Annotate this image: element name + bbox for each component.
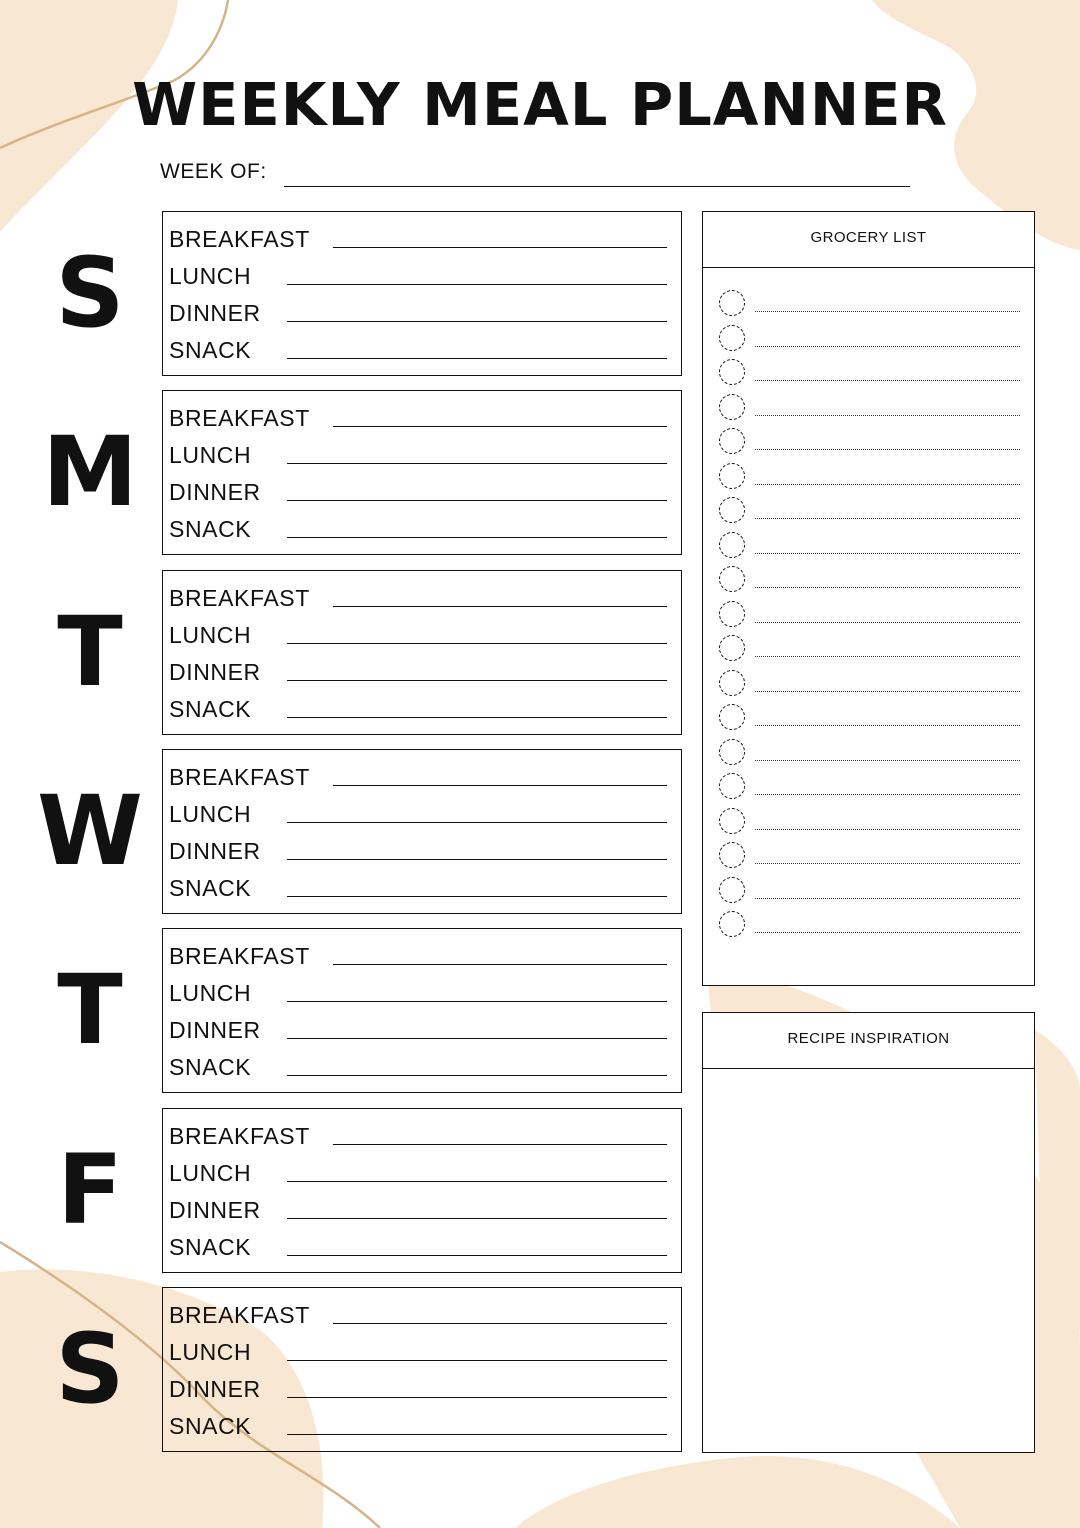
meal-row (169, 1300, 667, 1330)
grocery-item (717, 463, 1020, 493)
grocery-item (717, 704, 1020, 734)
meal-row (169, 1015, 667, 1045)
grocery-input-line[interactable] (755, 863, 1020, 864)
grocery-input-line[interactable] (755, 829, 1020, 830)
grocery-item (717, 739, 1020, 769)
day-letter: M (42, 416, 138, 528)
grocery-item (717, 808, 1020, 838)
meal-input-line[interactable] (287, 321, 667, 322)
grocery-input-line[interactable] (755, 311, 1020, 312)
meal-label: SNACK (169, 516, 252, 542)
grocery-input-line[interactable] (755, 794, 1020, 795)
grocery-list-title: GROCERY LIST (703, 212, 1034, 268)
grocery-checkbox[interactable] (719, 842, 745, 868)
meal-label: DINNER (169, 479, 261, 505)
meal-row (169, 261, 667, 291)
meal-input-line[interactable] (287, 284, 667, 285)
meal-row (169, 224, 667, 254)
meal-row (169, 836, 667, 866)
meal-label: BREAKFAST (169, 405, 310, 431)
meal-input-line[interactable] (287, 1001, 667, 1002)
grocery-input-line[interactable] (755, 622, 1020, 623)
meal-input-line[interactable] (287, 537, 667, 538)
grocery-input-line[interactable] (755, 760, 1020, 761)
meal-row (169, 657, 667, 687)
day-letter: F (57, 1134, 123, 1246)
grocery-input-line[interactable] (755, 449, 1020, 450)
meal-input-line[interactable] (287, 1218, 667, 1219)
meal-input-line[interactable] (287, 500, 667, 501)
day-letter: S (55, 1313, 125, 1425)
grocery-item (717, 842, 1020, 872)
day-meal-box (162, 749, 682, 914)
grocery-checkbox[interactable] (719, 566, 745, 592)
recipe-inspiration-title: RECIPE INSPIRATION (703, 1013, 1034, 1069)
meal-row (169, 1337, 667, 1367)
meal-input-line[interactable] (287, 1397, 667, 1398)
grocery-item (717, 428, 1020, 458)
meal-row (169, 477, 667, 507)
day-meal-box (162, 211, 682, 376)
meal-label: SNACK (169, 337, 252, 363)
meal-row (169, 583, 667, 613)
meal-row (169, 941, 667, 971)
meal-row (169, 620, 667, 650)
meal-label: DINNER (169, 659, 261, 685)
meal-input-line[interactable] (287, 717, 667, 718)
day-letter: S (55, 237, 125, 349)
bottom-center-blob (515, 1456, 960, 1528)
grocery-input-line[interactable] (755, 898, 1020, 899)
meal-label: SNACK (169, 875, 252, 901)
meal-label: DINNER (169, 1376, 261, 1402)
day-meal-box (162, 928, 682, 1093)
grocery-item (717, 497, 1020, 527)
meal-label: BREAKFAST (169, 226, 310, 252)
grocery-item (717, 394, 1020, 424)
day-letter: T (57, 954, 123, 1066)
grocery-checkbox[interactable] (719, 532, 745, 558)
grocery-checkbox[interactable] (719, 773, 745, 799)
grocery-item (717, 670, 1020, 700)
meal-label: BREAKFAST (169, 764, 310, 790)
meal-label: DINNER (169, 300, 261, 326)
meal-row (169, 1195, 667, 1225)
meal-row (169, 335, 667, 365)
meal-input-line[interactable] (333, 1144, 667, 1145)
meal-input-line[interactable] (287, 1075, 667, 1076)
recipe-notes-area[interactable] (703, 1069, 1034, 1452)
grocery-item (717, 601, 1020, 631)
meal-input-line[interactable] (287, 1360, 667, 1361)
grocery-item (717, 566, 1020, 596)
meal-input-line[interactable] (333, 606, 667, 607)
meal-row (169, 440, 667, 470)
meal-label: LUNCH (169, 622, 252, 648)
grocery-input-line[interactable] (755, 656, 1020, 657)
grocery-input-line[interactable] (755, 415, 1020, 416)
meal-row (169, 799, 667, 829)
meal-row (169, 978, 667, 1008)
meal-row (169, 1374, 667, 1404)
day-meal-box (162, 1287, 682, 1452)
grocery-checkbox[interactable] (719, 670, 745, 696)
grocery-checkbox[interactable] (719, 739, 745, 765)
week-of-label: WEEK OF: (160, 160, 267, 183)
meal-input-line[interactable] (333, 1323, 667, 1324)
meal-row (169, 1232, 667, 1262)
meal-row (169, 1121, 667, 1151)
grocery-item (717, 877, 1020, 907)
meal-label: LUNCH (169, 980, 252, 1006)
meal-label: DINNER (169, 1017, 261, 1043)
meal-input-line[interactable] (287, 1181, 667, 1182)
meal-input-line[interactable] (287, 680, 667, 681)
grocery-input-line[interactable] (755, 691, 1020, 692)
meal-input-line[interactable] (287, 643, 667, 644)
meal-label: DINNER (169, 838, 261, 864)
meal-row (169, 762, 667, 792)
grocery-checkbox[interactable] (719, 463, 745, 489)
grocery-checkbox[interactable] (719, 497, 745, 523)
grocery-checkbox[interactable] (719, 877, 745, 903)
grocery-input-line[interactable] (755, 380, 1020, 381)
day-letter: T (57, 596, 123, 708)
grocery-input-line[interactable] (755, 518, 1020, 519)
meal-row (169, 298, 667, 328)
grocery-input-line[interactable] (755, 587, 1020, 588)
grocery-input-line[interactable] (755, 346, 1020, 347)
meal-input-line[interactable] (333, 247, 667, 248)
grocery-checkbox[interactable] (719, 290, 745, 316)
meal-label: DINNER (169, 1197, 261, 1223)
grocery-list-panel (702, 211, 1035, 986)
meal-input-line[interactable] (287, 463, 667, 464)
day-meal-box (162, 390, 682, 555)
grocery-checkbox[interactable] (719, 808, 745, 834)
meal-input-line[interactable] (287, 1038, 667, 1039)
week-of-input-line[interactable] (284, 186, 910, 187)
meal-row (169, 403, 667, 433)
grocery-item (717, 325, 1020, 355)
day-meal-box (162, 1108, 682, 1273)
grocery-item (717, 290, 1020, 320)
meal-label: LUNCH (169, 1339, 252, 1365)
grocery-item (717, 359, 1020, 389)
grocery-checkbox[interactable] (719, 601, 745, 627)
meal-input-line[interactable] (287, 1434, 667, 1435)
meal-label: SNACK (169, 1234, 252, 1260)
meal-input-line[interactable] (287, 896, 667, 897)
meal-row (169, 514, 667, 544)
page-title: WEEKLY MEAL PLANNER (132, 70, 948, 139)
grocery-item (717, 532, 1020, 562)
grocery-input-line[interactable] (755, 553, 1020, 554)
meal-input-line[interactable] (287, 358, 667, 359)
meal-input-line[interactable] (333, 426, 667, 427)
grocery-checkbox[interactable] (719, 325, 745, 351)
meal-row (169, 694, 667, 724)
meal-row (169, 1052, 667, 1082)
meal-input-line[interactable] (287, 859, 667, 860)
grocery-checkbox[interactable] (719, 911, 745, 937)
meal-label: LUNCH (169, 801, 252, 827)
day-meal-box (162, 570, 682, 735)
meal-label: LUNCH (169, 442, 252, 468)
day-letter: W (37, 775, 143, 887)
meal-label: SNACK (169, 1054, 252, 1080)
meal-label: LUNCH (169, 1160, 252, 1186)
meal-label: SNACK (169, 696, 252, 722)
meal-label: SNACK (169, 1413, 252, 1439)
meal-input-line[interactable] (333, 785, 667, 786)
grocery-input-line[interactable] (755, 932, 1020, 933)
grocery-checkbox[interactable] (719, 359, 745, 385)
grocery-item (717, 911, 1020, 941)
meal-label: BREAKFAST (169, 585, 310, 611)
grocery-checkbox[interactable] (719, 635, 745, 661)
grocery-input-line[interactable] (755, 484, 1020, 485)
grocery-checkbox[interactable] (719, 394, 745, 420)
grocery-checkbox[interactable] (719, 704, 745, 730)
meal-label: BREAKFAST (169, 1302, 310, 1328)
grocery-item (717, 773, 1020, 803)
grocery-item (717, 635, 1020, 665)
meal-label: LUNCH (169, 263, 252, 289)
meal-input-line[interactable] (333, 964, 667, 965)
meal-input-line[interactable] (287, 822, 667, 823)
recipe-inspiration-panel (702, 1012, 1035, 1453)
meal-label: BREAKFAST (169, 1123, 310, 1149)
grocery-checkbox[interactable] (719, 428, 745, 454)
meal-row (169, 1411, 667, 1441)
meal-row (169, 873, 667, 903)
meal-row (169, 1158, 667, 1188)
grocery-input-line[interactable] (755, 725, 1020, 726)
meal-input-line[interactable] (287, 1255, 667, 1256)
meal-label: BREAKFAST (169, 943, 310, 969)
